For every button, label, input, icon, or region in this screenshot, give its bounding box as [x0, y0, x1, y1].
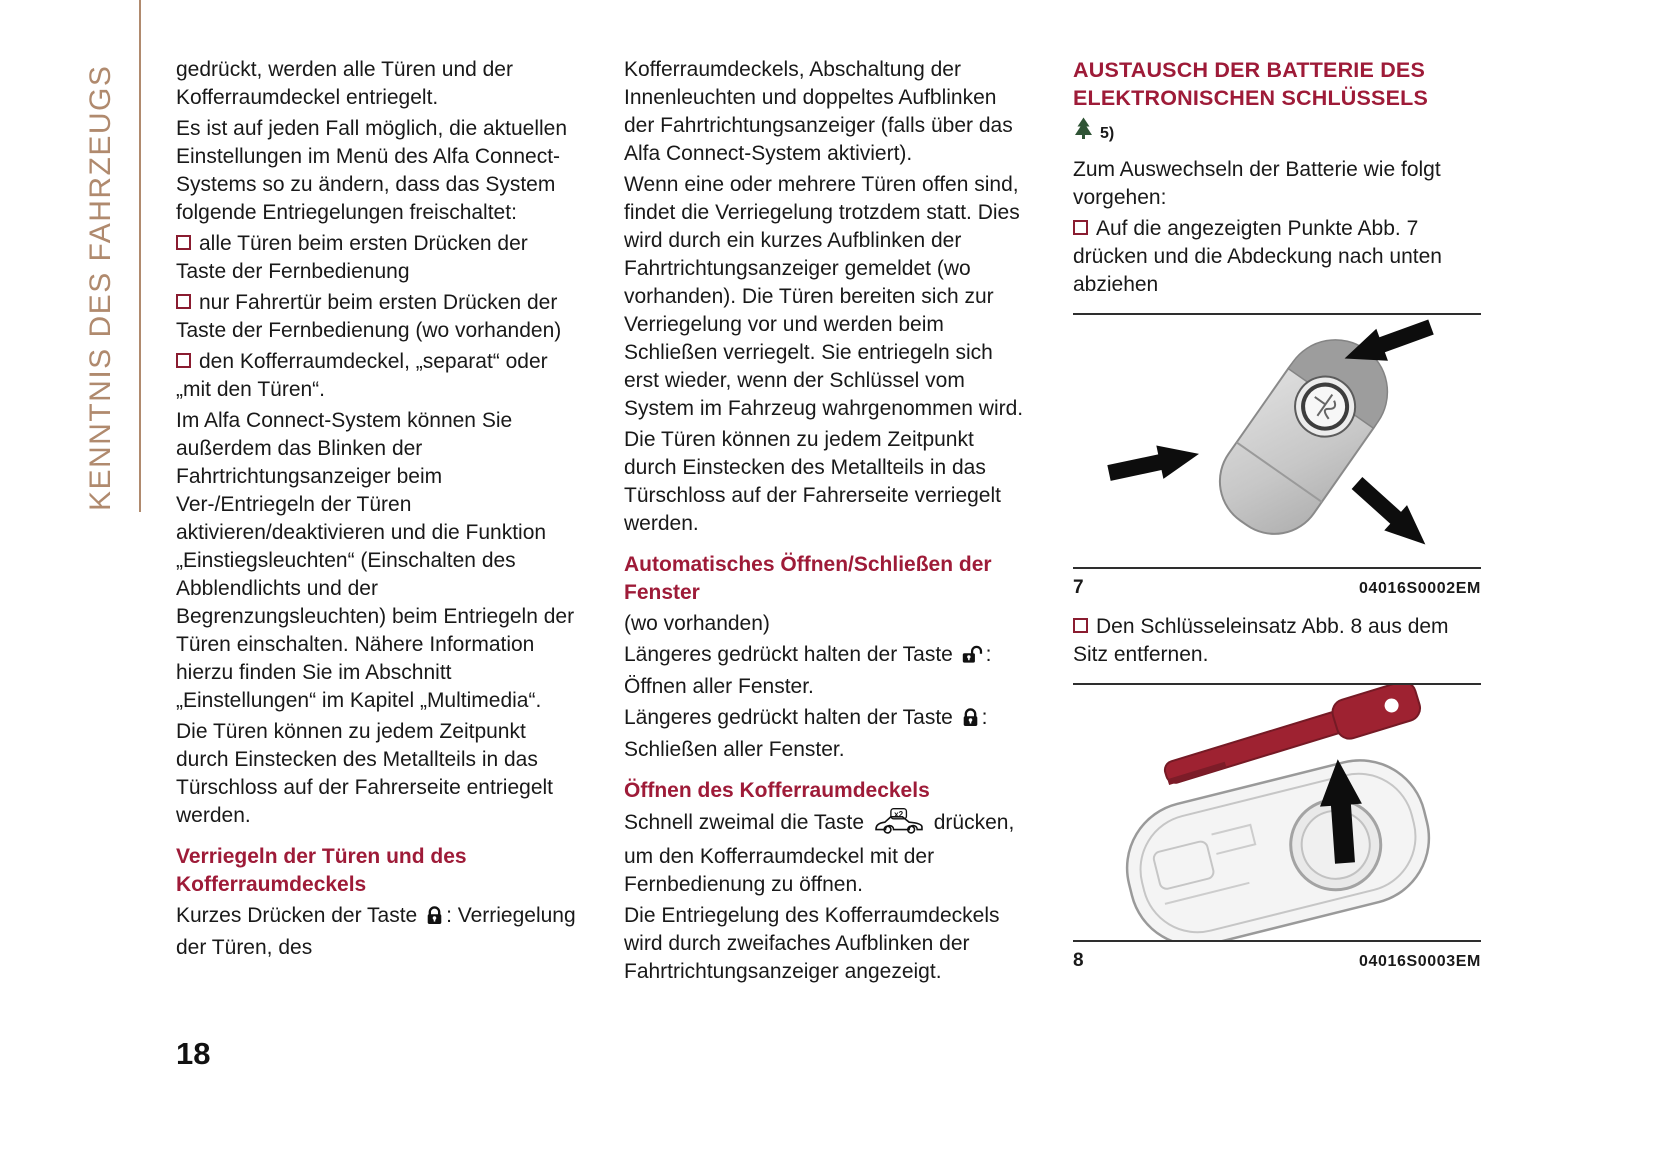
key-fob-battery-cover-figure — [1073, 315, 1481, 567]
figure-caption — [1073, 567, 1481, 603]
square-bullet-icon — [176, 235, 191, 250]
chapter-sidebar-label: KENNTNIS DES FAHRZEUGS — [84, 64, 117, 511]
trunk-release-x2-icon — [874, 808, 924, 843]
paragraph: Die Türen können zu jedem Zeitpunkt durch Einstecken des Metallteils in das Türschloss auf der Fahrerseite verriegelt werden. — [624, 428, 1001, 535]
page-number: 18 — [176, 1036, 211, 1071]
key-insert-removal-figure — [1073, 685, 1481, 940]
text-segment: : Öffnen aller Fenster. — [624, 643, 992, 698]
text-segment: : Verriegelung der Türen, des — [176, 904, 576, 959]
bullet-item — [176, 289, 582, 345]
bullet-text: den Kofferraumdeckel, „separat“ oder „mit den Türen“. — [176, 350, 548, 401]
section-heading: Verriegeln der Türen und des Kofferraumdeckels — [176, 845, 467, 896]
figure-code: 04016S0002EM — [1359, 580, 1481, 597]
section-heading: Automatisches Öffnen/Schließen der Fenster — [624, 553, 992, 604]
text-segment: Längeres gedrückt halten der Taste — [624, 706, 959, 729]
text-segment: : Schließen aller Fenster. — [624, 706, 988, 761]
section-heading: Öffnen des Kofferraumdeckels — [624, 779, 930, 802]
column-1 — [176, 56, 582, 965]
x2-label: x2 — [894, 809, 904, 819]
note-number: 5) — [1100, 125, 1115, 142]
paragraph-with-icon — [624, 704, 1030, 764]
paragraph: Wenn eine oder mehrere Türen offen sind, findet die Verriegelung trotzdem statt. Dies wird durch ein kurzes Aufblinken der Fahrtrichtungsanzeiger gemeldet (wo vorhanden). Die Türen bereiten sich zur Verriegelung vor und werden beim Schließen verriegelt. Sie entriegeln sich erst wieder, wenn der Schlüssel vom System im Fahrzeug wahrgenommen wird. — [624, 173, 1024, 420]
paragraph: Kofferraumdeckels, Abschaltung der Innenleuchten und doppeltes Aufblinken der Fahrtrichtungsanzeiger (falls über das Alfa Connect-System aktiviert). — [624, 58, 1013, 165]
square-bullet-icon — [176, 353, 191, 368]
paragraph: Im Alfa Connect-System können Sie außerdem das Blinken der Fahrtrichtungsanzeiger beim Ver-/Entriegeln der Türen aktivieren/deaktivieren und die Funktion „Einstiegsleuchten“ (Einschalten des Abblendlichts und der Begrenzungsleuchten) beim Entriegeln der Türen einschalten. Nähere Information hierzu finden Sie im Abschnitt „Einstellungen“ im Kapitel „Multimedia“. — [176, 409, 575, 712]
closed-lock-icon — [426, 905, 443, 934]
figure-code: 04016S0003EM — [1359, 953, 1481, 970]
bullet-text: alle Türen beim ersten Drücken der Taste der Fernbedienung — [176, 232, 528, 283]
sidebar-rule — [139, 0, 141, 512]
bullet-item — [1073, 215, 1481, 299]
tree-symbol-icon — [1073, 116, 1094, 148]
paragraph: Zum Auswechseln der Batterie wie folgt vorgehen: — [1073, 158, 1441, 209]
bullet-text: nur Fahrertür beim ersten Drücken der Taste der Fernbedienung (wo vorhanden) — [176, 291, 562, 342]
column-2 — [624, 56, 1030, 989]
figure-number: 7 — [1073, 577, 1084, 598]
page-title: AUSTAUSCH DER BATTERIE DES ELEKTRONISCHEN SCHLÜSSELS — [1073, 58, 1429, 110]
bullet-text: Auf die angezeigten Punkte Abb. 7 drücken und die Abdeckung nach unten abziehen — [1073, 217, 1442, 296]
figure-caption — [1073, 940, 1481, 976]
figure-8 — [1073, 683, 1481, 976]
open-lock-icon — [962, 644, 983, 673]
paragraph: Die Türen können zu jedem Zeitpunkt durch Einstecken des Metallteils in das Türschloss auf der Fahrerseite entriegelt werden. — [176, 720, 554, 827]
paragraph-with-icon — [624, 808, 1030, 899]
note-reference — [1073, 116, 1481, 148]
paragraph: (wo vorhanden) — [624, 612, 770, 635]
bullet-text: Den Schlüsseleinsatz Abb. 8 aus dem Sitz entfernen. — [1073, 615, 1449, 666]
paragraph: Die Entriegelung des Kofferraumdeckels wird durch zweifaches Aufblinken der Fahrtrichtungsanzeiger angezeigt. — [624, 904, 1000, 983]
paragraph-with-icon — [176, 902, 582, 962]
column-3 — [1073, 56, 1481, 986]
bullet-item — [176, 230, 582, 286]
bullet-item — [176, 348, 582, 404]
bullet-item — [1073, 613, 1481, 669]
square-bullet-icon — [1073, 220, 1088, 235]
paragraph: gedrückt, werden alle Türen und der Kofferraumdeckel entriegelt. — [176, 58, 513, 109]
paragraph: Es ist auf jeden Fall möglich, die aktuellen Einstellungen im Menü des Alfa Connect-Systems so zu ändern, dass das System folgende Entriegelungen freischaltet: — [176, 117, 568, 224]
text-segment: drücken, um den Kofferraumdeckel mit der Fernbedienung zu öffnen. — [624, 811, 1015, 896]
figure-7 — [1073, 313, 1481, 603]
closed-lock-icon — [962, 707, 979, 736]
text-segment: Kurzes Drücken der Taste — [176, 904, 424, 927]
text-segment: Längeres gedrückt halten der Taste — [624, 643, 959, 666]
paragraph-with-icon — [624, 641, 1030, 701]
square-bullet-icon — [1073, 618, 1088, 633]
text-segment: Schnell zweimal die Taste — [624, 811, 870, 834]
figure-number: 8 — [1073, 950, 1084, 971]
square-bullet-icon — [176, 294, 191, 309]
